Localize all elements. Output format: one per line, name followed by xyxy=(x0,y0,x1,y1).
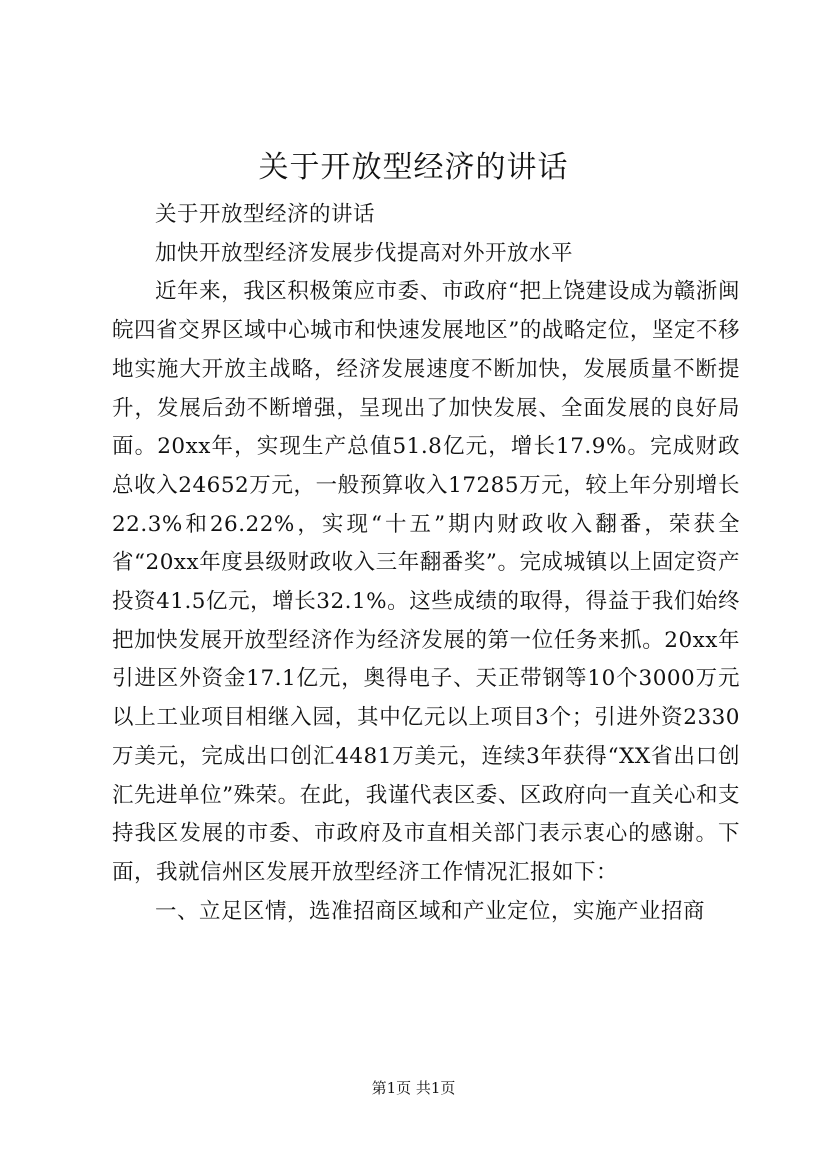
paragraph-heading: 加快开放型经济发展步伐提高对外开放水平 xyxy=(155,240,574,266)
document-title: 关于开放型经济的讲话 xyxy=(258,150,569,185)
document-body xyxy=(112,196,740,931)
paragraph-main: 近年来，我区积极策应市委、市政府“把上饶建设成为赣浙闽皖四省交界区域中心城市和快速发展地区”的战略定位，坚定不移地实施大开放主战略，经济发展速度不断加快，发展质量不断提升，发展后劲不断增强，呈现出了加快发展、全面发展的良好局面。20xx年，实现生产总值51.8亿元，增长17.9%。完成财政总收入24652万元，一般预算收入17285万元，较上年分别增长22.3%和26.22%，实现“十五”期内财政收入翻番，荣获全省“20xx年度县级财政收入三年翻番奖”。完成城镇以上固定资产投资41.5亿元，增长32.1%。这些成绩的取得，得益于我们始终把加快发展开放型经济作为经济发展的第一位任务来抓。20xx年引进区外资金17.1亿元，奥得电子、天正带钢等10个3000万元以上工业项目相继入园，其中亿元以上项目3个；引进外资2330万美元，完成出口创汇4481万美元，连续3年获得“XX省出口创汇先进单位”殊荣。在此，我谨代表区委、区政府向一直关心和支持我区发展的市委、市政府及市直相关部门表示衷心的感谢。下面，我就信州区发展开放型经济工作情况汇报如下： xyxy=(112,279,740,885)
page-footer: 第1页 共1页 xyxy=(371,1079,456,1097)
paragraph-subtitle: 关于开放型经济的讲话 xyxy=(155,202,376,227)
paragraph-section-heading: 一、立足区情，选准招商区域和产业定位，实施产业招商 xyxy=(155,898,706,924)
